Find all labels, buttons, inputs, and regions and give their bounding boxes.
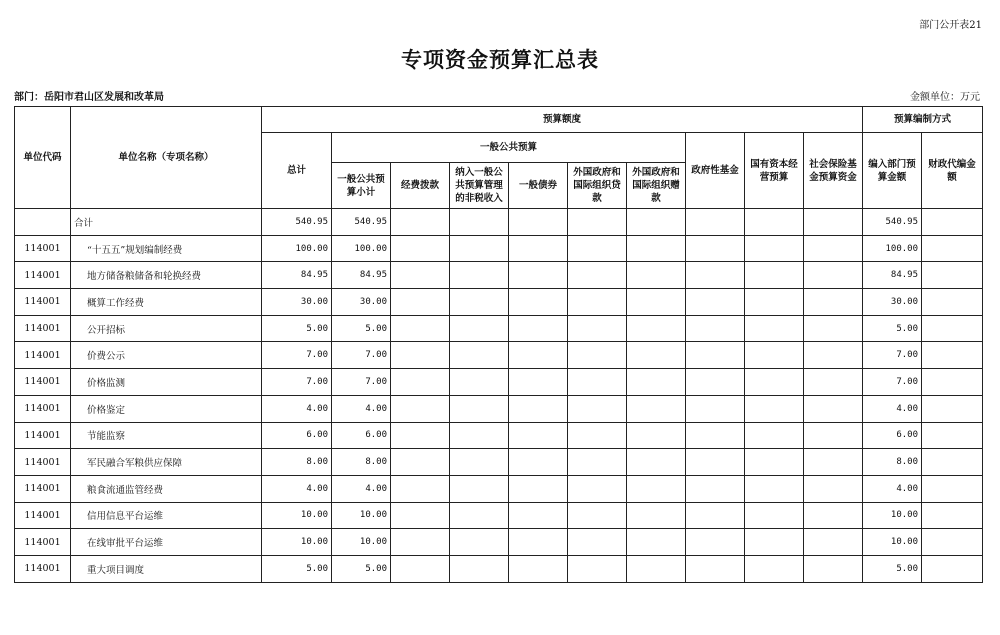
department-label: 部门：岳阳市君山区发展和改革局 bbox=[14, 92, 164, 103]
cell-name: 价格监测 bbox=[71, 369, 262, 396]
header-nontax: 纳入一般公共预算管理的非税收入 bbox=[450, 163, 509, 209]
cell-dept-prepared: 5.00 bbox=[863, 315, 922, 342]
cell-total: 540.95 bbox=[262, 209, 332, 236]
table-row bbox=[15, 395, 983, 422]
table-row bbox=[15, 475, 983, 502]
cell-dept-prepared: 10.00 bbox=[863, 502, 922, 529]
cell-name: 重大项目调度 bbox=[71, 555, 262, 582]
cell-total: 8.00 bbox=[262, 449, 332, 476]
header-appropriation: 经费拨款 bbox=[391, 163, 450, 209]
cell-total: 7.00 bbox=[262, 342, 332, 369]
cell-dept-prepared: 100.00 bbox=[863, 235, 922, 262]
cell-total: 10.00 bbox=[262, 502, 332, 529]
cell-dept-prepared: 8.00 bbox=[863, 449, 922, 476]
cell-code: 114001 bbox=[15, 235, 71, 262]
header-gov-fund: 政府性基金 bbox=[686, 133, 745, 209]
cell-subtotal: 10.00 bbox=[332, 529, 391, 556]
cell-subtotal: 4.00 bbox=[332, 475, 391, 502]
cell-code: 114001 bbox=[15, 555, 71, 582]
table-row bbox=[15, 502, 983, 529]
header-prep-method: 预算编制方式 bbox=[863, 107, 983, 133]
cell-name: 价格鉴定 bbox=[71, 395, 262, 422]
header-gp-subtotal: 一般公共预算小计 bbox=[332, 163, 391, 209]
cell-subtotal: 10.00 bbox=[332, 502, 391, 529]
header-state-capital: 国有资本经营预算 bbox=[745, 133, 804, 209]
cell-name: 节能监察 bbox=[71, 422, 262, 449]
amount-unit-label: 金额单位：万元 bbox=[910, 92, 980, 103]
cell-total: 4.00 bbox=[262, 395, 332, 422]
cell-total: 30.00 bbox=[262, 289, 332, 316]
cell-subtotal: 5.00 bbox=[332, 555, 391, 582]
cell-name: 合计 bbox=[71, 209, 262, 236]
cell-name: “十五五”规划编制经费 bbox=[71, 235, 262, 262]
cell-subtotal: 5.00 bbox=[332, 315, 391, 342]
cell-total: 6.00 bbox=[262, 422, 332, 449]
cell-name: 地方储备粮储备和轮换经费 bbox=[71, 262, 262, 289]
header-social-insurance: 社会保险基金预算资金 bbox=[804, 133, 863, 209]
cell-code: 114001 bbox=[15, 422, 71, 449]
table-body bbox=[15, 209, 983, 583]
cell-total: 4.00 bbox=[262, 475, 332, 502]
cell-dept-prepared: 5.00 bbox=[863, 555, 922, 582]
cell-code: 114001 bbox=[15, 502, 71, 529]
header-foreign-grants: 外国政府和国际组织赠款 bbox=[627, 163, 686, 209]
cell-dept-prepared: 7.00 bbox=[863, 369, 922, 396]
cell-code: 114001 bbox=[15, 369, 71, 396]
cell-dept-prepared: 6.00 bbox=[863, 422, 922, 449]
cell-dept-prepared: 30.00 bbox=[863, 289, 922, 316]
document-code: 部门公开表21 bbox=[919, 20, 982, 31]
cell-dept-prepared: 84.95 bbox=[863, 262, 922, 289]
cell-name: 军民融合军粮供应保障 bbox=[71, 449, 262, 476]
cell-code bbox=[15, 209, 71, 236]
header-unit-code: 单位代码 bbox=[15, 107, 71, 209]
cell-code: 114001 bbox=[15, 342, 71, 369]
header-fiscal-prepared: 财政代编金额 bbox=[922, 133, 983, 209]
header-foreign-loans: 外国政府和国际组织贷款 bbox=[568, 163, 627, 209]
cell-code: 114001 bbox=[15, 475, 71, 502]
header-general-public: 一般公共预算 bbox=[332, 133, 686, 163]
table-row bbox=[15, 555, 983, 582]
cell-name: 信用信息平台运维 bbox=[71, 502, 262, 529]
cell-subtotal: 84.95 bbox=[332, 262, 391, 289]
cell-name: 公开招标 bbox=[71, 315, 262, 342]
cell-name: 在线审批平台运维 bbox=[71, 529, 262, 556]
cell-dept-prepared: 540.95 bbox=[863, 209, 922, 236]
cell-total: 84.95 bbox=[262, 262, 332, 289]
cell-subtotal: 540.95 bbox=[332, 209, 391, 236]
table-row bbox=[15, 289, 983, 316]
cell-subtotal: 7.00 bbox=[332, 342, 391, 369]
cell-code: 114001 bbox=[15, 262, 71, 289]
cell-code: 114001 bbox=[15, 529, 71, 556]
cell-code: 114001 bbox=[15, 315, 71, 342]
cell-code: 114001 bbox=[15, 395, 71, 422]
page-title: 专项资金预算汇总表 bbox=[401, 47, 599, 72]
cell-total: 5.00 bbox=[262, 555, 332, 582]
header-unit-name: 单位名称（专项名称） bbox=[71, 107, 262, 209]
table-row bbox=[15, 315, 983, 342]
table-row bbox=[15, 529, 983, 556]
cell-name: 概算工作经费 bbox=[71, 289, 262, 316]
header-bonds: 一般债券 bbox=[509, 163, 568, 209]
table-row bbox=[15, 262, 983, 289]
table-row bbox=[15, 449, 983, 476]
cell-subtotal: 6.00 bbox=[332, 422, 391, 449]
cell-subtotal: 30.00 bbox=[332, 289, 391, 316]
budget-table bbox=[14, 106, 983, 583]
table-row bbox=[15, 342, 983, 369]
cell-name: 价费公示 bbox=[71, 342, 262, 369]
cell-dept-prepared: 4.00 bbox=[863, 395, 922, 422]
cell-total: 10.00 bbox=[262, 529, 332, 556]
cell-subtotal: 8.00 bbox=[332, 449, 391, 476]
table-row bbox=[15, 235, 983, 262]
cell-total: 5.00 bbox=[262, 315, 332, 342]
cell-dept-prepared: 4.00 bbox=[863, 475, 922, 502]
cell-total: 7.00 bbox=[262, 369, 332, 396]
cell-total: 100.00 bbox=[262, 235, 332, 262]
cell-name: 粮食流通监管经费 bbox=[71, 475, 262, 502]
table-row-total bbox=[15, 209, 983, 236]
cell-dept-prepared: 7.00 bbox=[863, 342, 922, 369]
header-total: 总计 bbox=[262, 133, 332, 209]
cell-subtotal: 100.00 bbox=[332, 235, 391, 262]
cell-subtotal: 7.00 bbox=[332, 369, 391, 396]
header-budget-amount: 预算额度 bbox=[262, 107, 863, 133]
table-row bbox=[15, 422, 983, 449]
cell-dept-prepared: 10.00 bbox=[863, 529, 922, 556]
cell-code: 114001 bbox=[15, 449, 71, 476]
table-header bbox=[15, 107, 983, 209]
table-row bbox=[15, 369, 983, 396]
cell-code: 114001 bbox=[15, 289, 71, 316]
cell-subtotal: 4.00 bbox=[332, 395, 391, 422]
header-dept-prepared: 编入部门预算金额 bbox=[863, 133, 922, 209]
